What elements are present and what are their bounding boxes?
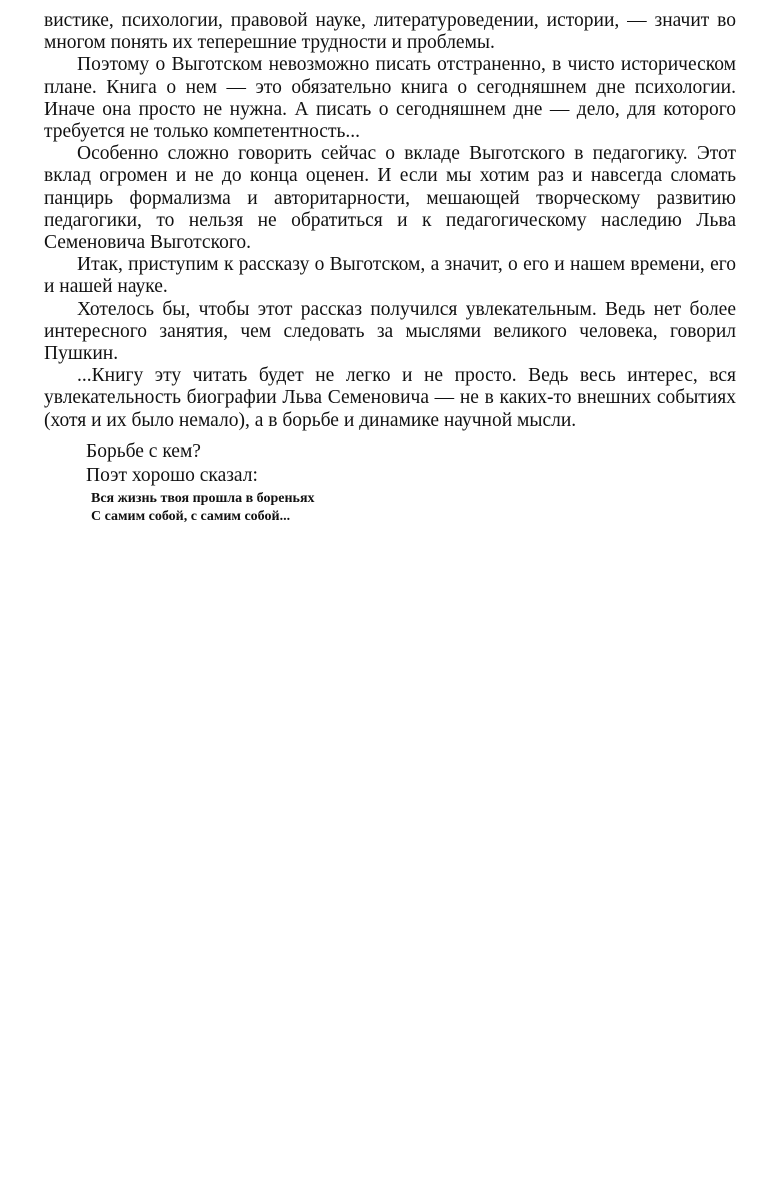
verse-line: С самим собой, с самим собой... [91, 508, 291, 524]
spacer [44, 432, 736, 440]
page-body [44, 10, 736, 526]
lead-question: Борьбе с кем? [86, 440, 201, 462]
lead-poet-said: Поэт хорошо сказал: [86, 464, 258, 486]
verse-quote [91, 490, 736, 526]
paragraph-book-difficulty: ...Книгу эту читать будет не легко и не просто. Ведь весь интерес, вся увлекательность биографии Льва Семеновича — не в каких-то внешних событиях (хотя и их было немало), а в борьбе и динамике научной мысли. [44, 365, 736, 431]
paragraph-engaging-story: Хотелось бы, чтобы этот рассказ получился увлекательным. Ведь нет более интересного занятия, чем следовать за мыслями великого человека, говорил Пушкин. [44, 298, 736, 365]
paragraph-continuation: вистике, психологии, правовой науке, литературоведении, истории, — значит во многом понять их теперешние трудности и проблемы. [44, 10, 736, 54]
paragraph-story-start: Итак, приступим к рассказу о Выготском, а значит, о его и нашем времени, его и нашей науке. [44, 254, 736, 298]
paragraph-pedagogy-contribution: Особенно сложно говорить сейчас о вкладе Выготского в педагогику. Этот вклад огромен и не до конца оценен. И если мы хотим раз и навсегда сломать панцирь формализма и авторитарности, мешающей творческому развитию педагогики, то нельзя не обратиться и к педагогическому наследию Льва Семеновича Выготского. [44, 143, 736, 254]
verse-line: Вся жизнь твоя прошла в бореньях [91, 490, 315, 506]
paragraph-writing-about-vygotsky: Поэтому о Выготском невозможно писать отстраненно, в чисто историческом плане. Книга о нем — это обязательно книга о сегодняшнем дне психологии. Иначе она просто не нужна. А писать о сегодняшнем дне — дело, для которого требуется не только компетентность... [44, 54, 736, 143]
